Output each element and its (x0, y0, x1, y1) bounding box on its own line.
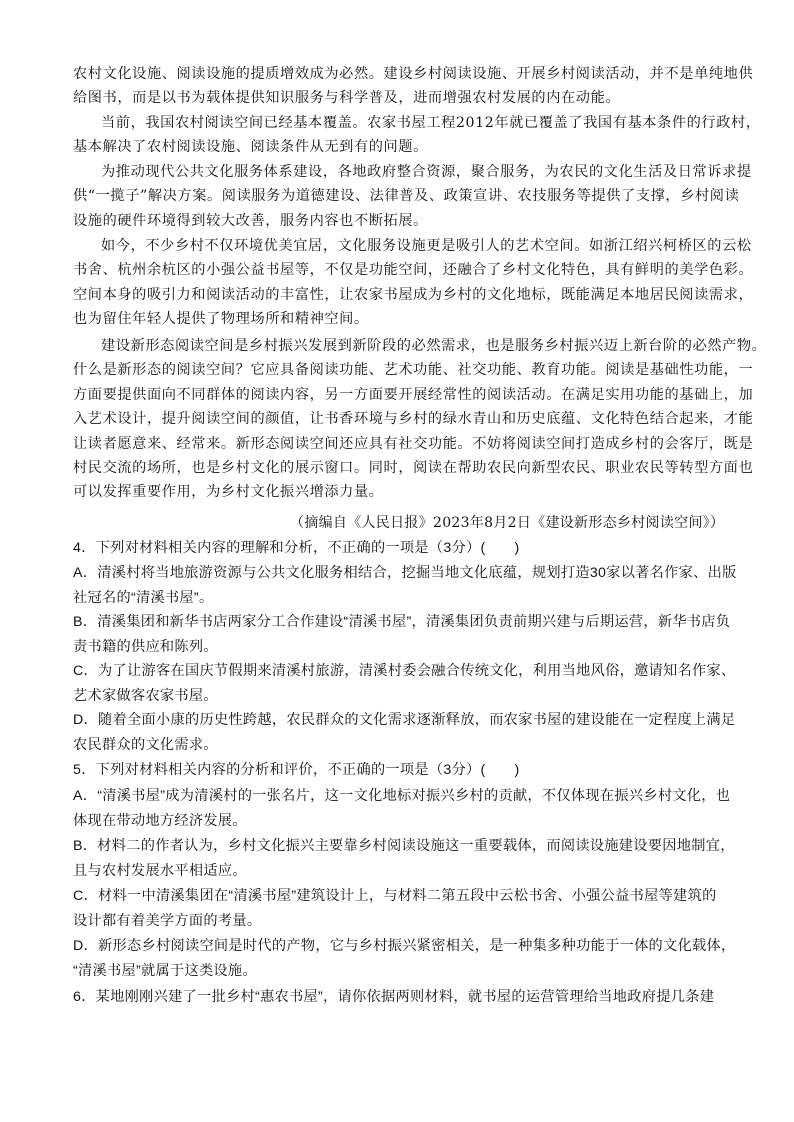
text-line: 可以发挥重要作用，为乡村文化振兴增添力量。 (73, 484, 384, 501)
option-line: B．材料二的作者认为，乡村文化振兴主要靠乡村阅读设施这一重要载体，而阅读设施建设要因地制宜， (73, 838, 735, 854)
text-line: 为推动现代公共文化服务体系建设，各地政府整合资源，聚合服务，为农民的文化生活及日常诉求提 (101, 164, 752, 180)
option-line: 责书籍的供应和陈列。 (73, 638, 218, 655)
option-line: A．“清溪书屋”成为清溪村的一张名片，这一文化地标对振兴乡村的贡献，不仅体现在振兴乡村文化，也 (73, 788, 731, 804)
option-line: 设计都有着美学方面的考量。 (73, 912, 262, 929)
question-4-option-c[interactable] (73, 659, 736, 708)
option-line: 农民群众的文化需求。 (73, 736, 218, 753)
passage-paragraph-3 (73, 160, 752, 233)
question-6-stem: 6．某地刚刚兴建了一批乡村“惠农书屋”，请你依据两则材料，就书屋的运营管理给当地政府提几条建 (73, 989, 715, 1005)
text-line: 基本解决了农村阅读设施、阅读条件从无到有的问题。 (73, 139, 428, 156)
passage-paragraph-1 (73, 62, 754, 111)
option-line: 体现在带动地方经济发展。 (73, 812, 247, 829)
text-line: 入艺术设计，提升阅读空间的颜值，让书香环境与乡村的绿水青山和历史底蕴、文化特色结合起来，才能 (73, 411, 754, 428)
option-line: C．材料一中清溪集团在“清溪书屋”建筑设计上，与材料二第五段中云松书舍、小强公益书屋等建筑的 (73, 888, 717, 904)
option-line: “清溪书屋”就属于这类设施。 (73, 962, 257, 979)
text-line: 村民交流的场所，也是乡村文化的展示窗口。同时，阅读在帮助农民向新型农民、职业农民等转型方面也 (73, 460, 754, 477)
passage-paragraph-4 (73, 234, 754, 332)
text-line: 如今，不少乡村不仅环境优美宜居，文化服务设施更是吸引人的艺术空间。如浙江绍兴柯桥区的云松 (101, 238, 752, 254)
text-line: 什么是新形态的阅读空间？它应具备阅读功能、艺术功能、社交功能、教育功能。阅读是基础性功能，一 (73, 362, 754, 379)
question-4-stem: 4．下列对材料相关内容的理解和分析，不正确的一项是（3分）( ) (73, 540, 520, 556)
option-line: B．清溪集团和新华书店两家分工合作建设“清溪书屋”，清溪集团负责前期兴建与后期运营，新华书店负 (73, 614, 731, 630)
text-line: 建设新形态阅读空间是乡村振兴发展到新阶段的必然需求，也是服务乡村振兴迈上新台阶的必然产物。 (101, 338, 767, 354)
option-line: D．新形态乡村阅读空间是时代的产物，它与乡村振兴紧密相关，是一种集多种功能于一体的文化载体， (73, 938, 736, 954)
option-line: D．随着全面小康的历史性跨越，农民群众的文化需求逐渐释放，而农家书屋的建设能在一定程度上满足 (73, 712, 736, 728)
text-line: 空间本身的吸引力和阅读活动的丰富性，让农家书屋成为乡村的文化地标，既能满足本地居民阅读需求， (73, 286, 754, 303)
passage-paragraph-5 (73, 334, 767, 505)
text-line: 让读者愿意来、经常来。新形态阅读空间还应具有社交功能。不妨将阅读空间打造成乡村的会客厅，既是 (73, 435, 754, 452)
question-4-option-b[interactable] (73, 610, 733, 659)
option-line: C．为了让游客在国庆节假期来清溪村旅游，清溪村委会融合传统文化，利用当地风俗，邀请知名作家、 (73, 663, 736, 679)
text-line: 书舍、杭州余杭区的小强公益书屋等，不仅是功能空间，还融合了乡村文化特色，具有鲜明的美学色彩。 (73, 262, 754, 279)
question-5-option-a[interactable] (73, 784, 733, 833)
question-5-stem: 5．下列对材料相关内容的分析和评价，不正确的一项是（3分）( ) (73, 762, 520, 778)
question-5-option-c[interactable] (73, 884, 733, 933)
text-line: 也为留住年轻人提供了物理场所和精神空间。 (73, 311, 369, 328)
passage-source-citation: （摘编自《人民日报》2023年8月2日《建设新形态乡村阅读空间》） (290, 515, 725, 531)
text-line: 给图书，而是以书为载体提供知识服务与科学普及，进而增强农村发展的内在动能。 (73, 90, 621, 107)
text-line: 当前，我国农村阅读空间已经基本覆盖。农家书屋工程2012年就已覆盖了我国有基本条件的行政村， (101, 115, 761, 131)
text-line: 方面要提供面向不同群体的阅读内容，另一方面要开展经常性的阅读活动。在满足实用功能的基础上，加 (73, 386, 754, 403)
question-5-option-d[interactable] (73, 934, 736, 983)
option-line: A．清溪村将当地旅游资源与公共文化服务相结合，挖掘当地文化底蕴，规划打造30家以著名作家、出版 (73, 565, 737, 581)
option-line: 且与农村发展水平相适应。 (73, 862, 247, 879)
question-4-option-d[interactable] (73, 708, 736, 757)
text-line: 农村文化设施、阅读设施的提质增效成为必然。建设乡村阅读设施、开展乡村阅读活动，并不是单纯地供 (73, 66, 754, 82)
question-5-option-b[interactable] (73, 834, 733, 883)
question-4-option-a[interactable] (73, 561, 737, 610)
option-line: 艺术家做客农家书屋。 (73, 687, 218, 704)
option-line: 社冠名的“清溪书屋”。 (73, 589, 214, 606)
passage-paragraph-2 (73, 111, 761, 160)
text-line: 设施的硬件环境得到较大改善，服务内容也不断拓展。 (73, 212, 428, 229)
text-line: 供“一揽子”解决方案。阅读服务为道德建设、法律普及、政策宣讲、农技服务等提供了支撑，乡村阅读 (73, 188, 740, 205)
